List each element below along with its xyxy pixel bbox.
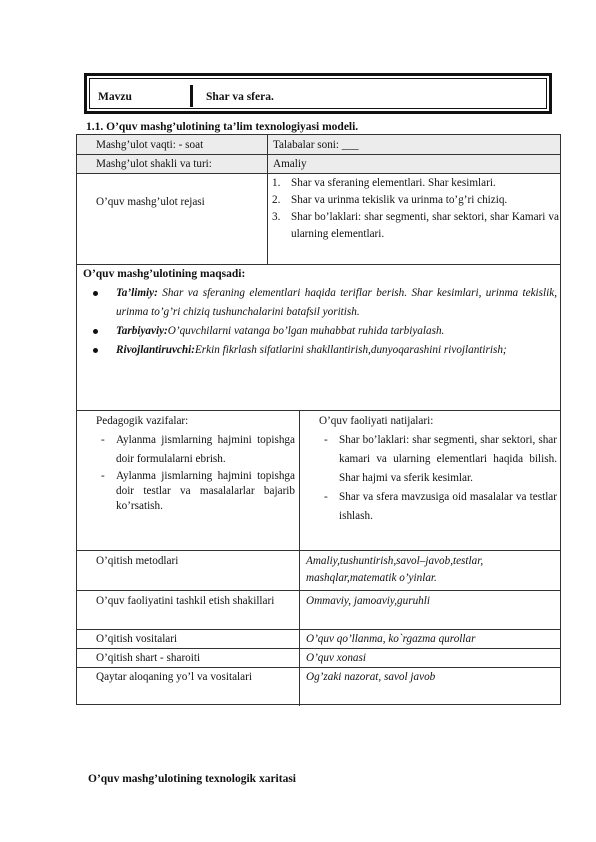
topic-inner [89,78,547,109]
list-item: Rivojlantiruvchi:Erkin fikrlash sifatlarini shakllantirish,dunyoqarashini rivojlantirish; [91,341,557,360]
students-label: Talabalar soni: ___ [273,139,359,151]
list-item: - Aylanma jismlarning hajmini topishga doir testlar va masalalarlar bajarib ko’rsatish. [101,470,295,512]
list-item: 3. Shar bo’laklari: shar segmenti, shar sektori, shar Kamari va ularning elementlari. [272,211,559,240]
rule [77,667,560,668]
rule [77,590,560,591]
list-item: - Shar bo’laklari: shar segmenti, shar sektori, shar kamari va ularning elementlari haqida bilish. Shar hajmi va sferik kesimlar. [324,434,557,484]
section-heading: 1.1. O’quv mashg’ulotining ta’lim texnologiyasi modeli. [86,121,359,133]
model-table [76,134,561,705]
methods-label: O’qitish metodlari [96,555,179,567]
tools-value: O’quv qo’llanma, ko`rgazma qurollar [306,633,476,645]
list-item: Tarbiyaviy:O’quvchilarni vatanga bo’lgan muhabbat ruhida tarbiyalash. [91,322,557,341]
goals-title: O’quv mashg’ulotining maqsadi: [83,268,246,280]
list-item: - Shar va sfera mavzusiga oid masalalar va testlar ishlash. [324,491,557,522]
topic-title: Shar va sfera. [206,91,274,103]
conditions-label: O’qitish shart - sharoiti [96,652,201,664]
topic-separator [190,85,193,107]
bullet-icon [93,291,98,296]
methods-value: Amaliy,tushuntirish,savol–javob,testlar, mashqlar,matematik o’yinlar. [306,555,484,584]
rule [77,648,560,649]
forms-value: Ommaviy, jamoaviy,guruhli [306,595,430,607]
results-title: O’quv faoliyati natijalari: [319,415,434,427]
rule [77,410,560,411]
plan-list [272,175,559,243]
list-item: 1. Shar va sferaning elementlari. Shar kesimlari. [272,177,496,189]
plan-label: O’quv mashg’ulot rejasi [96,196,205,208]
rule [77,173,560,174]
rule [77,629,560,630]
tools-label: O’qitish vositalari [96,633,178,645]
forms-label: O’quv faoliyatini tashkil etish shakillari [96,595,275,607]
results-list [322,431,557,526]
duration-label: Mashg’ulot vaqti: - soat [96,139,204,151]
column-rule [267,135,268,264]
topic-box [84,73,552,114]
form-value: Amaliy [273,158,307,170]
topic-label: Mavzu [98,91,132,103]
rule [77,154,560,155]
feedback-label: Qaytar aloqaning yo’l va vositalari [96,671,252,683]
tasks-title: Pedagogik vazifalar: [96,415,189,427]
goals-list [91,284,557,360]
column-rule [299,410,300,706]
rule [77,550,560,551]
rule [77,264,560,265]
form-label: Mashg’ulot shakli va turi: [96,158,212,170]
bullet-icon [93,348,98,353]
tasks-list [99,431,295,514]
list-item: - Aylanma jismlarning hajmini topishga doir formulalarni ebrish. [101,434,295,465]
footer-heading: O’quv mashg’ulotining texnologik xaritasi [88,773,296,785]
list-item: 2. Shar va urinma tekislik va urinma to’g’ri chiziq. [272,194,508,206]
list-item: Ta’limiy: Shar va sferaning elementlari haqida teriflar berish. Shar kesimlari, urinma tekislik, urinma to’g’ri chiziq tushunchalarini batafsil yoritish. [91,284,557,322]
conditions-value: O’quv xonasi [306,652,366,664]
bullet-icon [93,329,98,334]
feedback-value: Og’zaki nazorat, savol javob [306,671,436,683]
